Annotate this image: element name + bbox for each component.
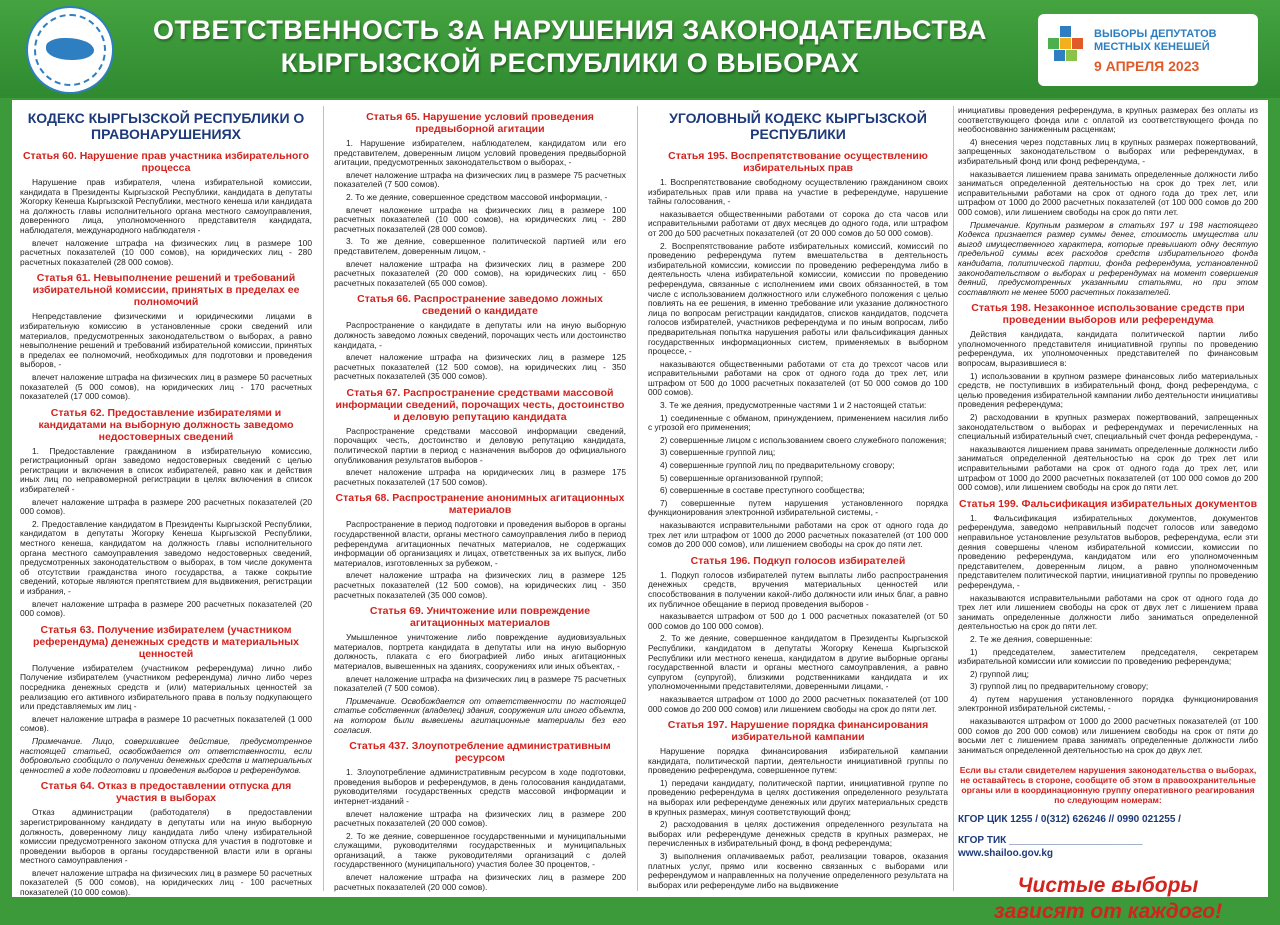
list-item: 6) совершенные в составе преступного сообщества; [660, 485, 865, 496]
article-text: 2. То же деяние, совершенное государственными и муниципальными служащими, руководителями государственных и муниципальных организаций, а также руководителями организаций с долей государственного (муниципального) участия более 30 процентов, - [334, 830, 626, 870]
content-panel [12, 100, 1268, 924]
article-penalty: наказываются исправительными работами на срок от одного года до трех лет или штрафом от 1000 до 2000 расчетных показателей (от 100 000 сомов до 200 000 сомов), или лишением свободы на срок до пяти лет. [648, 520, 948, 550]
article-text: 2. Предоставление кандидатом в Президенты Кыргызской Республики, кандидатом в депутаты Жогорку Кенеша Кыргызской Республики, местного кенеша, кандидатом на должность главы исполнительного органа местного самоуправления заведомо недостоверных сведений, предусмотренных законодательством о выборах, в том числе документа об отсутствии гражданства иного государства, а также сокрытие сведений, которые являются препятствием для выдвижения, регистрации и избрания, - [20, 518, 312, 596]
article-penalty: влечет наложение штрафа на физических лиц в размере 200 расчетных показателей (20 000 сомов). [334, 808, 626, 829]
article-penalty: влечет наложение штрафа на физических лиц в размере 75 расчетных показателей (7 500 сомов). [334, 673, 626, 694]
article-penalty: наказывается штрафом от 1000 до 2000 расчетных показателей (от 100 000 сомов до 200 000 сомов) или лишением свободы на срок до пяти лет. [648, 693, 948, 714]
article-note: Примечание. Крупным размером в статьях 197 и 198 настоящего Кодекса признается размер суммы денег, стоимость имущества или выгод имущественного характера, которые превышают одну десятую предельной суммы всех расходов средств избирательного фонда кандидата, политической партии, фонда референдума, установленной законодательством о выборах и референдумах на момент совершения деяний, предусмотренных указанными статьями, но при этом составляют не менее 5000 расчетных показателей. [958, 219, 1258, 297]
article-text: 1. Злоупотребление административным ресурсом в ходе подготовки, проведения выборов и референдумов, в день голосования кандидатами, руководителями государственных средств массовой информации и интернет-изданий - [334, 767, 626, 806]
article-title: Статья 62. Предоставление избирателями и кандидатами на выборную должность заведомо недостоверных сведений [38, 406, 294, 443]
article-penalty: наказываются общественными работами от ста до трехсот часов или исправительными работами на срок от одного года до трех лет, или штрафом от 500 до 1000 расчетных показателей (от 50 000 сомов до 100 000 сомов). [648, 358, 948, 398]
slogan-line-2: зависят от каждого! [993, 900, 1223, 924]
list-item: 3) выполнения оплачиваемых работ, реализации товаров, оказания платных услуг, прямо или косвенно связанных с выборами или референдумом и направленных на получение определенного результата на выборах или референдуме либо на выдвижение [648, 851, 948, 890]
badge-date: 9 АПРЕЛЯ 2023 [1094, 58, 1200, 74]
article-penalty: наказываются исправительными работами на срок от одного года до трех лет или лишением свободы на срок от двух лет с лишением права занимать определенные должности либо заниматься определенной деятельностью на срок до пяти лет. [958, 592, 1258, 632]
cubes-logo-icon [1048, 26, 1084, 74]
list-item: 3) совершенные группой лиц; [660, 447, 776, 458]
article-title: Статья 64. Отказ в предоставлении отпуска для участия в выборах [40, 780, 292, 805]
article-note: Примечание. Лицо, совершившее действие, предусмотренное настоящей статьей, освобождается от ответственности, если добровольно сообщило о получении денежных средств и материальных ценностей в ходе подготовки и проведения выборов и референдумов. [20, 735, 312, 775]
article-text: Умышленное уничтожение либо повреждение аудиовизуальных материалов, портрета кандидата в депутаты или на иную выборную должность, плаката с его биографией либо иных агитационных материалов, вывешенных на зданиях, сооружениях или иных объектах, - [334, 632, 626, 671]
badge-text [1094, 28, 1217, 54]
article-penalty: наказывается лишением права занимать определенные должности либо заниматься определенной деятельностью на срок до трех лет, или исправительными работами на срок от одного года до трех лет, или штрафом от 1000 до 2000 расчетных показателей (от 100 000 сомов до 200 000 сомов), или лишением свободы на срок до пяти лет. [958, 168, 1258, 217]
article-penalty: влечет наложение штрафа на физических лиц в размере 50 расчетных показателей (5 000 сомов), на юридических лиц - 170 расчетных показателей (17 000 сомов). [20, 371, 312, 402]
article-title: Статья 437. Злоупотребление административным ресурсом [349, 740, 611, 765]
article-title: Статья 63. Получение избирателем (участником референдума) денежных средств и материальных ценностей [33, 623, 299, 660]
article-text: Действия кандидата, кандидата политической партии либо уполномоченного представителя инициативной группы по проведению референдума, их уполномоченных представителей по финансовым вопросам, выразившиеся в: [958, 329, 1258, 369]
hotline-cec: КГОР ЦИК 1255 / 0(312) 626246 // 0990 021255 / [958, 814, 1181, 826]
witness-callout: Если вы стали свидетелем нарушения законодательства о выборах, не оставайтесь в стороне, сообщите об этом в правоохранительные органы или в координационную группу оперативного реагирования по следующим номерам: [959, 765, 1257, 806]
column-offences-code [20, 106, 312, 901]
article-penalty: влечет наложение штрафа на физических лиц в размере 100 расчетных показателей (10 000 сомов), на юридических лиц - 280 расчетных показателей (28 000 сомов). [334, 204, 626, 234]
article-text: 2. Воспрепятствование работе избирательных комиссий, комиссий по проведению референдума путем вмешательства в деятельность избирательной комиссии, комиссии по проведению референдума либо в деятельность члена избирательной комиссии, комиссии по проведению референдума, связанные с исполнением ими своих обязанностей, в том числе с использованием должностного или служебного положения с целью повлиять на ее решения, в именно требование или указание должностного лица по вопросам регистрации кандидатов, списков кандидатов, подсчета голосов избирателей, участников референдума и по иным вопросам, либо предварительная попытка нарушения работы или фальсификация данных государственных информационных систем, применяемых в выборном процессе, - [648, 240, 948, 357]
article-penalty: влечет наложение штрафа на физических лиц в размере 75 расчетных показателей (7 500 сомов). [334, 169, 626, 190]
article-penalty: наказываются штрафом от 1000 до 2000 расчетных показателей (от 100 000 сомов до 200 000 сомов) или лишением свободы на срок от пяти до восьми лет с лишением права занимать определенные должности либо заниматься определенной деятельностью на срок до двух лет. [958, 716, 1258, 755]
article-penalty: влечет наложение штрафа в размере 200 расчетных показателей (20 000 сомов). [20, 598, 312, 619]
article-title: Статья 66. Распространение заведомо ложных сведений о кандидате [357, 293, 603, 318]
article-text: Распространение средствами массовой информации сведений, порочащих честь, достоинство и деловую репутацию кандидата, политической партии в период с назначения выборов до официального опубликования результатов выборов - [334, 425, 626, 465]
hotline-tec: КГОР ТИК ________________________ [958, 835, 1143, 847]
article-text: 1. Воспрепятствование свободному осуществлению гражданином своих избирательных прав или права на участие в референдуме, нарушение тайны голосования, - [648, 177, 948, 207]
article-text: инициативы проведения референдума, в крупных размерах без оплаты из соответствующего фонда или с оплатой из соответствующего фонда по необоснованно заниженным расценкам; [958, 105, 1258, 135]
article-text: 1. Фальсификация избирательных документов, документов референдума, заведомо неправильный подсчет голосов или заведомо неправильное установление результатов выборов, референдума, если эти деяния совершены членом избирательной комиссии, комиссии по проведению референдума, кандидатом или его уполномоченным представителем, доверенным лицом, а равно уполномоченным представителем политической партии, инициативной группы по проведению референдума, - [958, 512, 1258, 590]
list-item: 2) совершенные лицом с использованием своего служебного положения; [660, 434, 947, 445]
article-text: Получение избирателем (участником референдума) лично либо Получение избирателем (участником референдума) лично либо через посредника денежных средств и (или) материальных ценностей за реализацию его активного избирательного права в пользу подкупающего или представляемых им лиц - [20, 662, 312, 712]
list-item: 7) совершенные путем нарушения установленного порядка функционирования электронной избирательной системы, - [648, 497, 948, 518]
article-penalty: влечет наложение штрафа на физических лиц в размере 125 расчетных показателей (12 500 сомов), на юридических лиц - 350 расчетных показателей (35 000 сомов). [334, 570, 626, 600]
article-title: Статья 199. Фальсификация избирательных документов [958, 497, 1258, 510]
article-text: 1. Нарушение избирателем, наблюдателем, кандидатом или его представителем, доверенным лицом условий проведения предвыборной агитации, предусмотренных законодательством о выборах, - [334, 138, 626, 168]
page-title [150, 14, 990, 80]
article-penalty: наказывается штрафом от 500 до 1 000 расчетных показателей (от 50 000 сомов до 100 000 сомов). [648, 611, 948, 631]
article-title: Статья 67. Распространение средствами массовой информации сведений, порочащих честь, достоинство и деловую репутацию кандидата [335, 386, 625, 423]
list-item: 2) расходовании в крупных размерах пожертвований, запрещенных законодательством о выборах и референдумах и перечисленных на специальный избирательный счет, специальный счет фонда референдума, - [958, 412, 1258, 442]
article-penalty: влечет наложение штрафа на физических лиц в размере 200 расчетных показателей (20 000 сомов). [334, 872, 626, 892]
election-badge [1038, 14, 1258, 86]
column-offences-code-continued [334, 106, 626, 895]
article-title: Статья 61. Невыполнение решений и требований избирательной комиссии, принятых в пределах ее полномочий [32, 272, 300, 309]
article-title: Статья 68. Распространение анонимных агитационных материалов [335, 492, 625, 517]
article-text: Непредставление физическими и юридическими лицами в избирательную комиссию в установленные сроки сведений или материалов, предусмотренных законодательством о выборах, а равно невыполнение решений и требований избирательной комиссии, принятых в пределах ее полномочий, необходимых для подготовки и проведения выборов, - [20, 311, 312, 370]
column-divider [637, 106, 638, 891]
article-penalty: наказываются лишением права занимать определенные должности либо заниматься определенной деятельностью на срок до трех лет или исправительными работами на срок от одного года до трех лет, или штрафом от 1000 до 2000 расчетных показателей (от 100 000 сомов до 200 000 сомов), или лишением свободы на срок до пяти лет. [958, 443, 1258, 493]
slogan [958, 873, 1258, 925]
list-item: 4) совершенные группой лиц по предварительному сговору; [660, 460, 895, 471]
column-divider [323, 106, 324, 891]
article-text: 3. То же деяние, совершенное политической партией или его представителем, доверенным лицом, - [334, 236, 626, 256]
article-text: Отказ администрации (работодателя) в предоставлении зарегистрированному кандидату в депутаты или на иную выборную должность, доверенному лицу кандидата либо члену избирательной комиссии предусмотренного законом отпуска для участия в подготовке и проведении выборов в органы государственной власти или в органы местного самоуправления - [20, 807, 312, 866]
website-link[interactable]: www.shailoo.gov.kg [958, 848, 1054, 860]
column-divider [953, 106, 954, 891]
badge-line-1: ВЫБОРЫ ДЕПУТАТОВ [1094, 28, 1217, 40]
article-penalty: влечет наложение штрафа на физических лиц в размере 100 расчетных показателей (10 000 сомов), на юридических лиц - 280 расчетных показателей (28 000 сомов). [20, 237, 312, 267]
article-text: 1. Подкуп голосов избирателей путем выплаты либо распространения денежных средств, вручения материальных ценностей или способствования в получении какой-либо должности или иных благ, а равно их публичное обещание в период проведения выборов - [648, 569, 948, 609]
article-penalty: влечет наложение штрафа на физических лиц в размере 200 расчетных показателей (20 000 сомов), на юридических лиц - 650 расчетных показателей (65 000 сомов). [334, 258, 626, 288]
article-text: Распространение в период подготовки и проведения выборов в органы государственной власти, органы местного самоуправления либо в период референдума агитационных печатных материалов, не содержащих информации об организациях и лицах, ответственных за их выпуск, либо материалов, изготовленных за рубежом, - [334, 519, 626, 568]
article-title: Статья 197. Нарушение порядка финансирования избирательной кампании [667, 719, 929, 744]
list-item: 1) соединенные с обманом, принуждением, применением насилия либо с угрозой его применения; [648, 412, 948, 433]
header-banner [0, 0, 1280, 98]
article-text: Нарушение порядка финансирования избирательной кампании кандидата, политической партии, деятельности инициативной группы по проведению референдума, совершенное путем: [648, 746, 948, 776]
cec-emblem-logo [28, 8, 112, 92]
article-note: Примечание. Освобождается от ответственности по настоящей статье собственник (владелец) здания, сооружения или иного объекта, на котором были вывешены агитационные материалы без его согласия. [334, 695, 626, 735]
article-penalty: влечет наложение штрафа на физических лиц в размере 50 расчетных показателей (5 000 сомов), на юридических лиц - 100 расчетных показателей (10 000 сомов). [20, 867, 312, 898]
article-penalty: влечет наложение штрафа в размере 200 расчетных показателей (20 000 сомов). [20, 496, 312, 517]
list-item: 4) внесения через подставных лиц в крупных размерах пожертвований, запрещенных законодательством о выборах или референдумах, в избирательный фонд или фонд референдума, - [958, 136, 1258, 166]
article-text: 2. То же деяние, совершенное кандидатом в Президенты Кыргызской Республики, кандидатом в депутаты Жогорку Кенеша Кыргызской Республики или местного кенеша, кандидатом в другие выборные органы государственной власти и органы местного самоуправления, а равно супругом (супругой), близкими родственниками кандидата и их уполномоченными представителями, доверенными лицами, - [648, 633, 948, 692]
article-text: 2. То же деяние, совершенное средством массовой информации, - [346, 191, 608, 202]
list-item: 1) передачи кандидату, политической партии, инициативной группе по проведению референдума в целях достижения определенного результата на выборах или референдуме денежных или других материальных средств в крупных размерах, минуя соответствующий фонд; [648, 777, 948, 817]
article-penalty: влечет наложение штрафа на юридических лиц в размере 175 расчетных показателей (17 500 сомов). [334, 467, 626, 487]
article-title: Статья 196. Подкуп голосов избирателей [690, 554, 906, 567]
list-item: 4) путем нарушения установленного порядка функционирования электронной избирательной системы, - [958, 693, 1258, 714]
title-line-1: ОТВЕТСТВЕННОСТЬ ЗА НАРУШЕНИЯ ЗАКОНОДАТЕЛЬСТВА [153, 15, 987, 45]
list-item: 5) совершенные организованной группой; [660, 472, 824, 483]
article-text: 3. Те же деяния, предусмотренные частями 1 и 2 настоящей статьи: [660, 400, 927, 411]
article-text: Нарушение прав избирателя, члена избирательной комиссии, кандидата в Президенты Кыргызской Республики, кандидата в депутаты Жогорку Кенеша Кыргызской Республики, местного кенеша или кандидата на должность главы исполнительного органа местного самоуправления, доверенного лица, уполномоченного представителя кандидата, наблюдателя, международного наблюдателя - [20, 177, 312, 235]
article-penalty: влечет наложение штрафа в размере 10 расчетных показателей (1 000 сомов). [20, 713, 312, 734]
article-penalty: влечет наложение штрафа на физических лиц в размере 125 расчетных показателей (12 500 сомов), на юридических лиц - 350 расчетных показателей (35 000 сомов). [334, 352, 626, 382]
article-text: 1. Предоставление гражданином в избирательную комиссию, регистрационный орган заведомо недостоверных сведений с целью регистрации и включения в список избирателей, равно как и действия иных лиц по неправомерной регистрации в целях включения в список избирателей - [20, 445, 312, 495]
article-text: 2. Те же деяния, совершенные: [970, 633, 1093, 644]
article-title: Статья 65. Нарушение условий проведения предвыборной агитации [366, 111, 594, 135]
list-item: 1) использовании в крупном размере финансовых либо материальных средств, не поступивших в избирательный фонд, фонд референдума, с целью проведения избирательной кампании либо деятельности инициативы проведения референдума; [958, 370, 1258, 410]
section-heading: УГОЛОВНЫЙ КОДЕКС КЫРГЫЗСКОЙ РЕСПУБЛИКИ [669, 110, 927, 142]
column-criminal-code-continued [958, 106, 1258, 925]
title-line-2: КЫРГЫЗСКОЙ РЕСПУБЛИКИ О ВЫБОРАХ [280, 48, 860, 78]
badge-line-2: МЕСТНЫХ КЕНЕШЕЙ [1094, 41, 1210, 53]
article-text: Распространение о кандидате в депутаты или на иную выборную должность заведомо ложных сведений, порочащих честь или достоинство кандидата, - [334, 320, 626, 350]
list-item: 2) расходования в целях достижения определенного результата на выборах или референдуме денежных средств в крупных размерах, не перечисленных в избирательный фонд, в фонд референдума; [648, 819, 948, 849]
list-item: 2) группой лиц; [970, 668, 1030, 679]
article-title: Статья 195. Воспрепятствование осуществлению избирательных прав [668, 150, 928, 174]
article-title: Статья 69. Уничтожение или повреждение агитационных материалов [369, 605, 591, 630]
slogan-line-1: Чистые выборы [1017, 874, 1199, 898]
section-heading: КОДЕКС КЫРГЫЗСКОЙ РЕСПУБЛИКИ О ПРАВОНАРУШЕНИЯХ [27, 110, 305, 142]
article-title: Статья 198. Незаконное использование средств при проведении выборов или референдума [971, 302, 1245, 327]
column-criminal-code [648, 106, 948, 893]
list-item: 1) председателем, заместителем председателя, секретарем избирательной комиссии или комиссии по проведению референдума; [958, 646, 1258, 667]
list-item: 3) группой лиц по предварительному сговору; [970, 681, 1149, 692]
article-title: Статья 60. Нарушение прав участника избирательного процесса [22, 150, 310, 174]
article-penalty: наказывается общественными работами от сорока до ста часов или исправительными работами от двух месяцев до одного года, или штрафом от 200 до 500 расчетных показателей (от 20 000 сомов до 50 000 сомов). [648, 208, 948, 238]
